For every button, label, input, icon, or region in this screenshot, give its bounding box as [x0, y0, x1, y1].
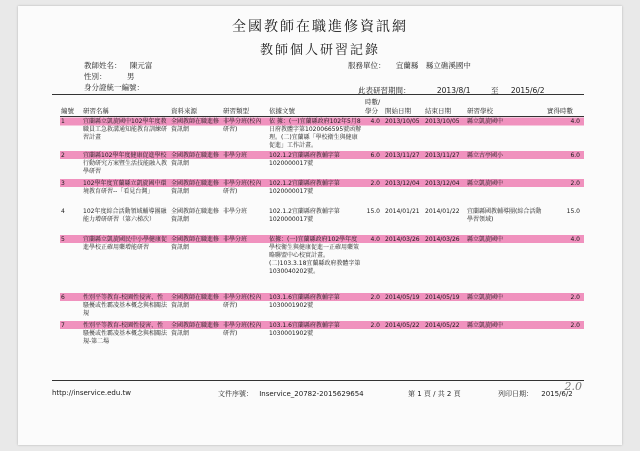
- earned-hours: 4.0: [546, 235, 584, 293]
- start-date: 2014/05/19: [384, 293, 424, 321]
- end-date: 2014/05/22: [424, 321, 466, 349]
- training-school: 縣立凱旋國中: [466, 235, 546, 293]
- print-date: 2015/6/2: [541, 390, 573, 398]
- row-number: 2: [60, 151, 82, 179]
- data-source: 全國教師在職進修資訊網: [171, 208, 220, 223]
- earned-hours: 4.0: [546, 117, 584, 152]
- doc-number-label: 文件序號：: [218, 390, 253, 398]
- reference-doc: 102.1.2宜蘭縣府教輔字第1020000017號: [269, 208, 340, 223]
- col-header-hours: 時數/學分: [364, 96, 384, 117]
- header-divider: [52, 94, 584, 95]
- period-sep: 至: [490, 86, 499, 95]
- teacher-name-label: 教師姓名：: [84, 61, 122, 70]
- data-source: 全國教師在職進修資訊網: [170, 117, 222, 152]
- table-row: [60, 235, 584, 293]
- end-date: 2014/03/26: [424, 235, 466, 293]
- col-header-end: 結束日期: [424, 96, 466, 117]
- hours-credits: 4.0: [364, 117, 384, 152]
- training-name: 宜蘭縣立凱旋國中102學年度教職員工急救溝通知能教育訓練研習計畫: [82, 117, 170, 152]
- training-name: 102學年度宜蘭縣立凱旋國中環境教育研習--「看見台灣」: [82, 179, 170, 207]
- reference-doc: 依據：(一)宜蘭縣政府102學年度學校衛生與健康促進一正確用藥策略聯盟中心校實計畫。(二)103.3.18宜蘭縣政府教體字第1030040202號。: [268, 235, 364, 293]
- training-type: 非學分班(校內研習): [222, 321, 268, 349]
- training-school: 宜蘭縣國教輔導團(綜合活動學習領域): [467, 208, 542, 223]
- table-row: [60, 179, 584, 207]
- data-source: 全國教師在職進修資訊網: [170, 321, 222, 349]
- end-date: 2013/12/04: [424, 179, 466, 207]
- hours-credits: 4.0: [364, 235, 384, 293]
- start-date: 2013/11/27: [384, 151, 424, 179]
- row-number: 3: [60, 179, 82, 207]
- data-source: 全國教師在職進修資訊網: [170, 293, 222, 321]
- earned-hours: 2.0: [546, 293, 584, 321]
- row-number: 5: [60, 235, 82, 293]
- training-type: 非學分班(校內研習): [222, 179, 268, 207]
- training-name: 性別平等教育-校園性侵害、性騷擾或性霸凌基本概念與相關法規: [82, 293, 170, 321]
- table-row: [60, 321, 584, 349]
- start-date: 2014/03/26: [384, 235, 424, 293]
- table-row: [60, 293, 584, 321]
- teacher-name-row: [84, 60, 152, 71]
- print-date-row: [498, 389, 573, 399]
- col-header-earned: 實得時數: [546, 96, 584, 117]
- page-subtitle: 教師個人研習記錄: [259, 43, 380, 58]
- training-type: 非學分班: [222, 151, 268, 179]
- training-name: 宜蘭縣102學年度健康促進學校行動研究方案暨生活技能融入教學研習: [82, 151, 170, 179]
- footer-url: http://inservice.edu.tw: [52, 389, 132, 397]
- training-school: 縣立凱旋國中: [466, 321, 546, 349]
- col-header-type: 研習類型: [222, 96, 268, 117]
- service-unit: 宜蘭縣 縣立礁溪國中: [395, 61, 471, 70]
- gender-row: [84, 71, 134, 82]
- period-end: 2015/6/2: [510, 86, 545, 95]
- page-title: 全國教師在職進修資訊網: [232, 19, 408, 35]
- start-date: 2014/05/22: [384, 321, 424, 349]
- row-number: 1: [60, 117, 82, 152]
- training-school: 縣立古亭國小: [466, 151, 546, 179]
- end-date: 2014/01/22: [425, 208, 460, 215]
- col-header-no: 編號: [60, 96, 82, 117]
- gender-value: 男: [126, 72, 135, 81]
- col-header-source: 資料來源: [170, 96, 222, 117]
- hours-credits: 6.0: [364, 151, 384, 179]
- period-start: 2013/8/1: [436, 86, 471, 95]
- data-source: 全國教師在職進修資訊網: [170, 179, 222, 207]
- earned-hours: 2.0: [546, 321, 584, 349]
- training-type: 非學分班: [222, 235, 268, 293]
- start-date: 2013/10/05: [384, 117, 424, 152]
- col-header-start: 開始日期: [384, 96, 424, 117]
- col-header-school: 研習學校: [466, 96, 546, 117]
- row-number: 6: [60, 293, 82, 321]
- hours-credits: 2.0: [364, 293, 384, 321]
- reference-doc: 103.1.6宜蘭縣府教輔字第1030001902號: [268, 321, 364, 349]
- reference-doc: 依 據：(一)宜蘭縣政府102年5月8日府教體字第1020066595號函辦理。(二)宜蘭縣「學校衛生與健康促進」工作計畫。: [268, 117, 364, 152]
- training-type: 非學分班: [223, 208, 248, 215]
- training-type: 非學分班(校內研習): [222, 117, 268, 152]
- training-name: 宜蘭縣立凱旋國民中小學健康促進學校正確用藥增能研習: [82, 235, 170, 293]
- service-unit-label: 服務單位：: [348, 61, 386, 70]
- reference-doc: 103.1.6宜蘭縣府教輔字第1030001902號: [268, 293, 364, 321]
- service-unit-row: [348, 60, 471, 71]
- id-label: 身分證統一編號：: [84, 83, 144, 92]
- table-header-row: [60, 96, 584, 117]
- data-source: 全國教師在職進修資訊網: [170, 235, 222, 293]
- end-date: 2014/05/19: [424, 293, 466, 321]
- training-type: 非學分班(校內研習): [222, 293, 268, 321]
- reference-doc: 102.1.2宜蘭縣府教輔字第1020000017號: [268, 179, 364, 207]
- table-row: [60, 151, 584, 179]
- period-label: 此表研習期間：: [358, 86, 411, 95]
- teacher-name: 陳元富: [129, 61, 153, 70]
- row-number: 4: [61, 208, 65, 215]
- hours-credits: 2.0: [364, 179, 384, 207]
- col-header-doc: 依據文號: [268, 96, 364, 117]
- print-date-label: 列印日期：: [498, 390, 533, 398]
- footer-divider: [52, 380, 584, 381]
- start-date: 2013/12/04: [384, 179, 424, 207]
- start-date: 2014/01/21: [385, 208, 420, 215]
- training-name: 102年度綜合活動領域輔導團融能力增研研習（第六梯次）: [83, 208, 167, 223]
- row-number: 7: [60, 321, 82, 349]
- gender-label: 性別：: [84, 72, 107, 81]
- hours-credits: 15.0: [366, 208, 380, 215]
- table-row: [60, 117, 584, 152]
- doc-number-row: [218, 389, 364, 399]
- reference-doc: 102.1.2宜蘭縣府教輔字第1020000017號: [268, 151, 364, 179]
- training-school: 縣立凱旋國中: [466, 117, 546, 152]
- training-name: 性別平等教育-校園性侵害、性騷擾或性霸凌基本概念與相關法規-第二場: [82, 321, 170, 349]
- data-source: 全國教師在職進修資訊網: [170, 151, 222, 179]
- document-page: [18, 6, 622, 445]
- earned-hours: 6.0: [546, 151, 584, 179]
- hours-credits: 2.0: [364, 321, 384, 349]
- earned-hours: 2.0: [546, 179, 584, 207]
- earned-hours: 15.0: [566, 208, 580, 215]
- col-header-name: 研習名稱: [82, 96, 170, 117]
- end-date: 2013/10/05: [424, 117, 466, 152]
- handwritten-note: 2.0: [564, 380, 582, 393]
- table-row: [60, 207, 584, 235]
- training-school: 縣立凱旋國中: [466, 179, 546, 207]
- doc-number: Inservice_20782-2015629654: [259, 390, 364, 398]
- training-record-table: [60, 96, 584, 349]
- training-school: 縣立凱旋國中: [466, 293, 546, 321]
- page-number: 第 1 頁 / 共 2 頁: [408, 390, 461, 398]
- end-date: 2013/11/27: [424, 151, 466, 179]
